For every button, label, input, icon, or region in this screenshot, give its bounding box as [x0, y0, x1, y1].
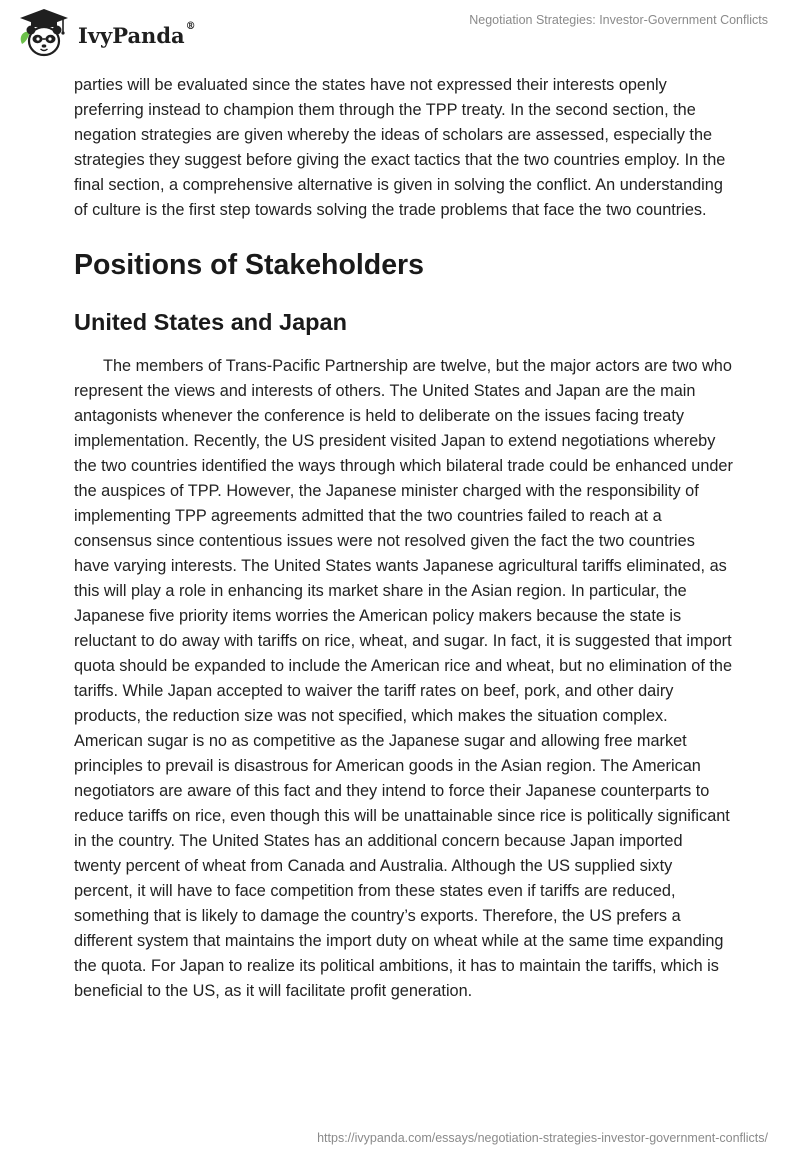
intro-paragraph: parties will be evaluated since the states have not expressed their interests openly preferring instead to champion them through the TPP treaty. In the second section, the negation strategies are given whereby the ideas of scholars are assessed, especially the strategies they suggest before giving the exact tactics that the two countries employ. In the final section, a comprehensive alternative is given in solving the conflict. An understanding of culture is the first step towards solving the trade problems that face the two countries.: [74, 76, 726, 219]
source-url[interactable]: https://ivypanda.com/essays/negotiation-strategies-investor-government-conflicts/: [317, 1131, 768, 1145]
document-title: Negotiation Strategies: Investor-Government Conflicts: [469, 13, 768, 27]
section-heading: Positions of Stakeholders: [74, 249, 424, 281]
registered-mark: ®: [185, 20, 196, 32]
brand-logo[interactable]: [16, 6, 196, 60]
brand-name: [78, 20, 196, 48]
brand-name-text: IvyPanda: [78, 22, 185, 48]
subsection-heading: United States and Japan: [74, 309, 347, 335]
article-body: [74, 73, 734, 1004]
body-paragraph: The members of Trans-Pacific Partnership are twelve, but the major actors are two who represent the views and interests of others. The United States and Japan are the main antagonists whenever the conference is held to deliberate on the issues facing treaty implementation. Recently, the US president visited Japan to extend negotiations whereby the two countries identified the ways through which bilateral trade could be enhanced under the auspices of TPP. However, the Japanese minister charged with the responsibility of implementing TPP agreements admitted that the two countries failed to reach at a consensus since contentious issues were not resolved given the fact the two countries have varying interests. The United States wants Japanese agricultural tariffs eliminated, as this will play a role in enhancing its market share in the Asian region. In particular, the Japanese five priority items worries the American policy makers because the state is reluctant to do away with tariffs on rice, wheat, and sugar. In fact, it is suggested that import quota should be expanded to include the American rice and wheat, but no elimination of the tariffs. While Japan accepted to waiver the tariff rates on beef, pork, and other dairy products, the reduction size was not specified, which makes the situation complex. American sugar is no as competitive as the Japanese sugar and allowing free market principles to prevail is disastrous for American goods in the Asian region. The American negotiators are aware of this fact and they intend to force their Japanese counterparts to reduce tariffs on rice, even though this will be unattainable since rice is politically significant in the country. The United States has an additional concern because Japan imported twenty percent of wheat from Canada and Australia. Although the US supplied sixty percent, it will have to face competition from these states even if tariffs are reduced, something that is likely to damage the country’s exports. Therefore, the US prefers a different system that maintains the import duty on wheat while at the same time expanding the quota. For Japan to realize its political ambitions, it has to maintain the tariffs, which is beneficial to the US, as it will facilitate profit generation.: [74, 357, 733, 1000]
panda-graduate-icon: [16, 6, 72, 60]
page-header: [0, 0, 800, 70]
